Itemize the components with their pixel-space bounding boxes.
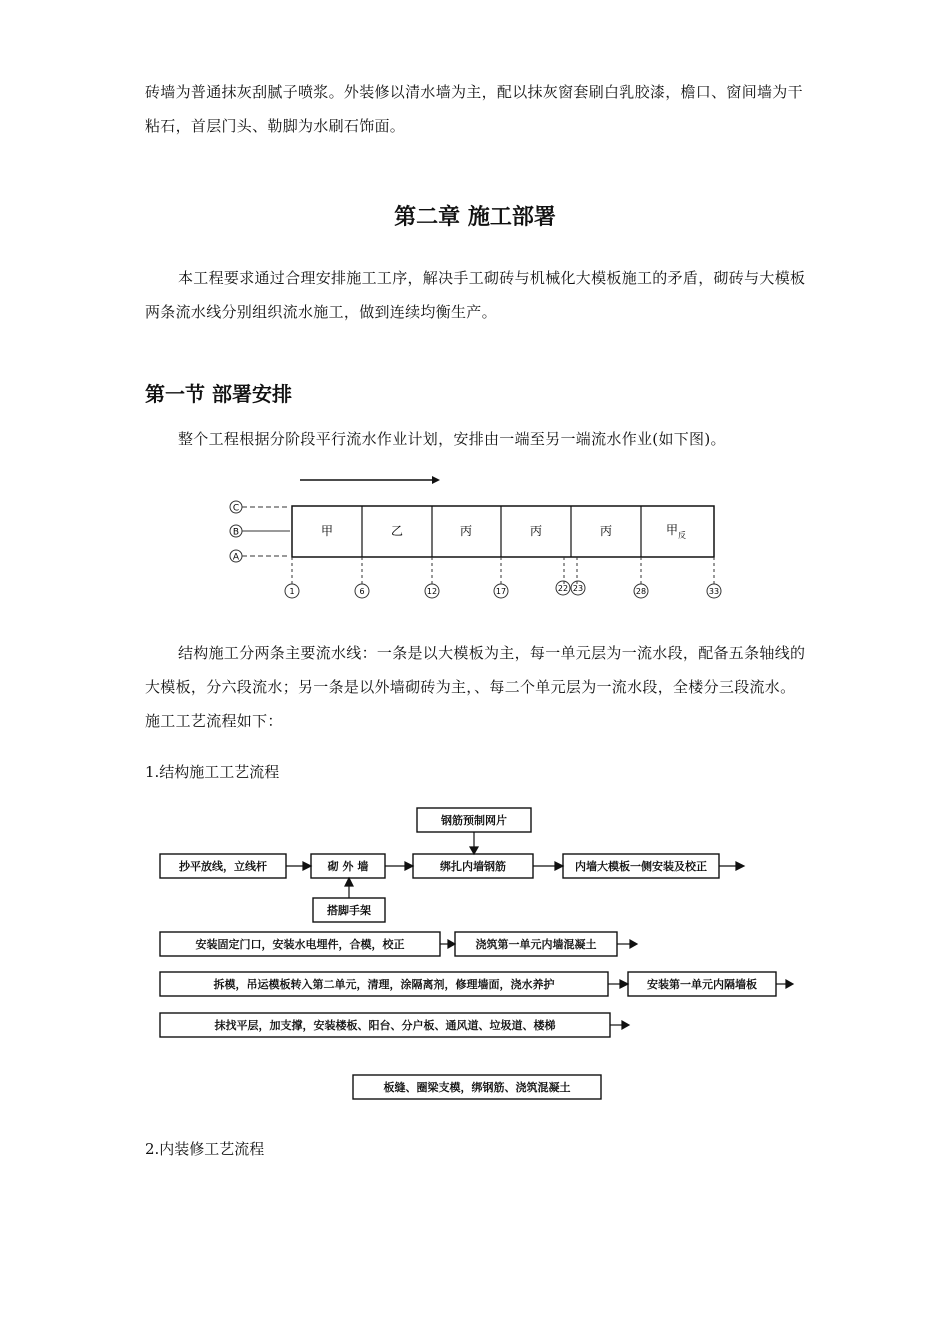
segment-6-label: 甲$_反$ <box>665 523 687 540</box>
axis-row-c <box>230 501 290 514</box>
gridline-6: 6 <box>359 587 365 596</box>
gridline-23: 23 <box>572 584 584 593</box>
axis-row-a <box>230 550 290 563</box>
segment-diagram <box>220 468 730 608</box>
process-flowchart <box>155 800 805 1105</box>
gridline-28: 28 <box>635 587 647 596</box>
box-outer-wall: 砌 外 墙 <box>327 860 369 873</box>
box-demold: 拆模，吊运模板转入第二单元，清理，涂隔离剂，修理墙面，浇水养护 <box>213 978 555 991</box>
segment-4-label: 丙 <box>529 524 543 538</box>
section-intro-paragraph: 整个工程根据分阶段平行流水作业计划，安排由一端至另一端流水作业(如下图)。 <box>178 430 726 448</box>
structure-paragraph: 结构施工分两条主要流水线：一条是以大模板为主，每一单元层为一流水段，配备五条轴线的大模板，分六段流水；另一条是以外墙砌砖为主，、每二个单元层为一流水段，全楼分三段流水。施工工艺流程如下： <box>145 644 806 730</box>
box-tie-rebar: 绑扎内墙钢筋 <box>440 860 506 873</box>
gridline-1: 1 <box>289 587 295 596</box>
box-install-door: 安装固定门口，安装水电埋件，合模，校正 <box>195 938 405 951</box>
box-survey: 抄平放线，立线杆 <box>179 860 267 873</box>
box-partition-install: 安装第一单元内隔墙板 <box>647 978 757 991</box>
segment-strip <box>292 506 714 557</box>
gridline-22: 22 <box>557 584 569 593</box>
box-leveling: 抹找平层，加支撑，安装楼板、阳台、分户板、通风道、垃圾道、楼梯 <box>214 1019 556 1032</box>
axis-row-b <box>230 525 290 538</box>
section-title: 第一节 部署安排 <box>145 382 292 406</box>
svg-text:C: C <box>232 503 240 514</box>
box-rebar-mesh: 钢筋预制网片 <box>441 814 507 827</box>
svg-text:B: B <box>232 527 240 538</box>
box-pour-first-unit: 浇筑第一单元内墙混凝土 <box>475 938 597 951</box>
svg-text:A: A <box>232 552 240 563</box>
gridline-12: 12 <box>426 587 438 596</box>
segment-5-label: 丙 <box>599 524 613 538</box>
box-scaffold: 搭脚手架 <box>327 904 371 917</box>
flow1-title: 1.结构施工工艺流程 <box>145 763 280 781</box>
segment-2-label: 乙 <box>390 524 404 538</box>
arrow-head-icon <box>432 476 440 484</box>
chapter-title: 第二章 施工部署 <box>394 205 556 230</box>
box-inner-formwork: 内墙大模板一侧安装及校正 <box>575 860 707 873</box>
segment-3-label: 丙 <box>459 524 473 538</box>
segment-1-label: 甲 <box>320 524 334 538</box>
box-slab-joint: 板缝、圈梁支模，绑钢筋、浇筑混凝土 <box>383 1081 571 1094</box>
chapter-intro-paragraph: 本工程要求通过合理安排施工工序，解决手工砌砖与机械化大模板施工的矛盾，砌砖与大模板两条流水线分别组织流水施工，做到连续均衡生产。 <box>145 269 806 321</box>
intro-paragraph: 砖墙为普通抹灰刮腻子喷浆。外装修以清水墙为主，配以抹灰窗套刷白乳胶漆，檐口、窗间墙为干粘石，首层门头、勒脚为水刷石饰面。 <box>145 83 803 135</box>
gridline-17: 17 <box>495 587 507 596</box>
flow2-title: 2.内装修工艺流程 <box>145 1140 265 1158</box>
gridline-33: 33 <box>708 587 720 596</box>
